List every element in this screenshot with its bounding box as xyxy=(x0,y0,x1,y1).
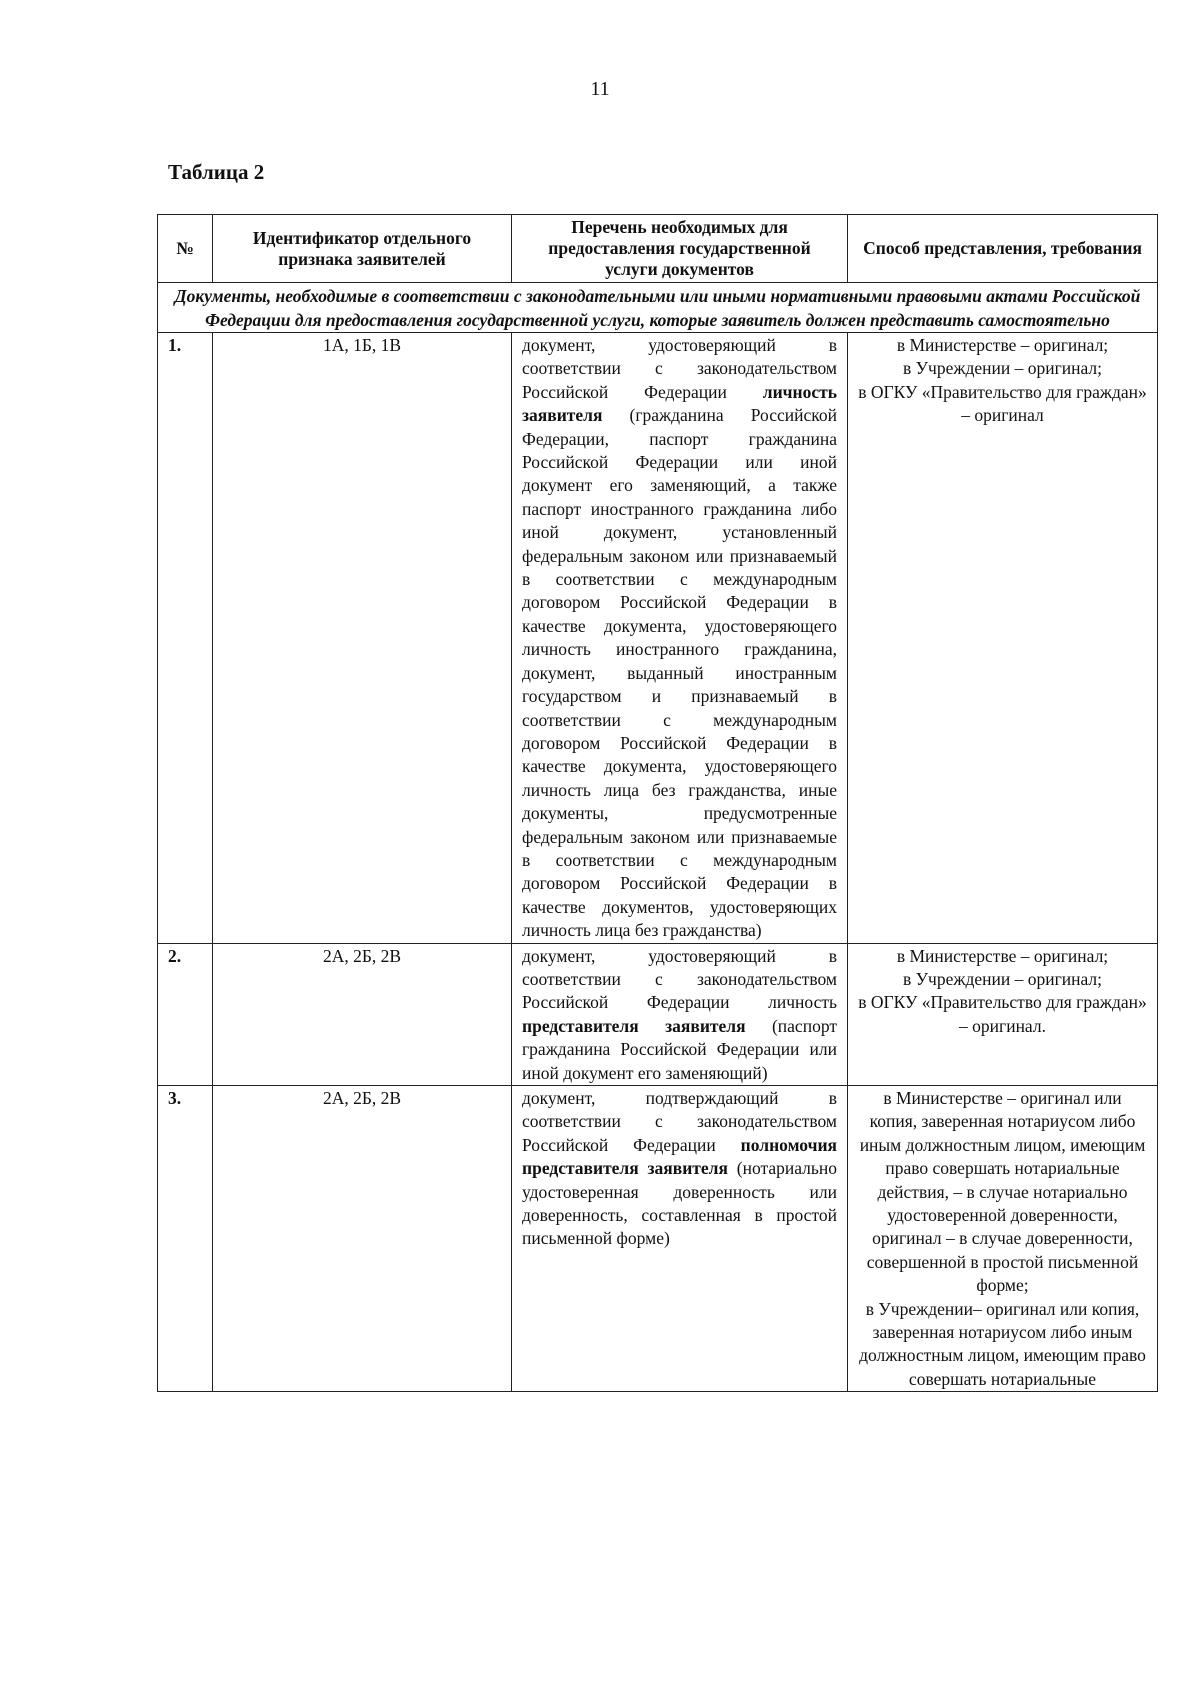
header-documents: Перечень необходимых для предоставления государственной услуги документов xyxy=(512,215,848,283)
header-identifier: Идентификатор отдельного признака заявителей xyxy=(213,215,512,283)
method-line: в ОГКУ «Правительство для граждан» – оригинал xyxy=(858,381,1147,426)
table-row xyxy=(158,333,1158,944)
doc-text: (гражданина Российской Федерации, паспорт гражданина Российской Федерации или иной документ его заменяющий, а также паспорт иностранного гражданина либо иной документ, установленный федеральным законом или признаваемый в соответствии с международным договором Российской Федерации в качестве документа, удостоверяющего личность иностранного гражданина, документ, выданный иностранным государством и признаваемый в соответствии с международным договором Российской Федерации в качестве документа, удостоверяющего личность лица без гражданства, иные документы, предусмотренные федеральным законом или признаваемые в соответствии с международным договором Российской Федерации в качестве документов, удостоверяющих личность лица без гражданства) xyxy=(522,405,837,941)
header-method: Способ представления, требования xyxy=(848,215,1158,283)
row-documents xyxy=(512,1086,848,1392)
doc-bold-text: полномочия представителя заявителя xyxy=(522,1134,837,1179)
table-row xyxy=(158,943,1158,1085)
method-line: в Учреждении – оригинал; xyxy=(903,358,1102,379)
row-method xyxy=(848,943,1158,1085)
doc-bold-text: личность заявителя xyxy=(522,381,837,426)
method-line: в Учреждении– оригинал или копия, заверенная нотариусом либо иным должностным лицом, имеющим право совершать нотариальные xyxy=(859,1298,1146,1389)
method-line: в ОГКУ «Правительство для граждан» – оригинал. xyxy=(858,992,1147,1036)
doc-text: документ, подтверждающий в соответствии с законодательством Российской Федерации xyxy=(522,1088,837,1155)
row-method xyxy=(848,1086,1158,1392)
documents-table xyxy=(157,214,1158,1392)
method-line: в Министерстве – оригинал; xyxy=(896,945,1109,966)
row-identifier: 2А, 2Б, 2В xyxy=(213,943,512,1085)
row-documents xyxy=(512,943,848,1085)
method-line: в Министерстве – оригинал или копия, заверенная нотариусом либо иным должностным лицом, имеющим право совершать нотариальные действия, – в случае нотариально удостоверенной доверенности, оригинал – в случае доверенности, совершенной в простой письменной форме; xyxy=(859,1088,1146,1296)
row-number: 1. xyxy=(158,333,213,944)
method-line: в Министерстве – оригинал; xyxy=(896,335,1109,355)
table-caption: Таблица 2 xyxy=(168,160,265,184)
row-number: 3. xyxy=(158,1086,213,1392)
doc-text: (нотариально удостоверенная доверенность или доверенность, составленная в простой письменной форме) xyxy=(522,1158,837,1249)
doc-text: (паспорт гражданина Российской Федерации или иной документ его заменяющий) xyxy=(522,1015,837,1083)
row-identifier: 2А, 2Б, 2В xyxy=(213,1086,512,1392)
row-identifier: 1А, 1Б, 1В xyxy=(213,333,512,944)
row-number: 2. xyxy=(158,943,213,1085)
row-documents xyxy=(512,333,848,944)
page-number: 11 xyxy=(590,78,610,100)
doc-bold-text: представителя заявителя xyxy=(522,1015,746,1036)
header-num: № xyxy=(158,215,213,283)
doc-text: документ, удостоверяющий в соответствии с законодательством Российской Федерации личность xyxy=(522,945,837,1013)
section-title: Документы, необходимые в соответствии с законодательными или иными нормативными правовыми актами Российской Федерации для предоставления государственной услуги, которые заявитель должен представить самостоятельно xyxy=(158,283,1158,333)
row-method xyxy=(848,333,1158,944)
method-line: в Учреждении – оригинал; xyxy=(903,968,1102,989)
doc-text: документ, удостоверяющий в соответствии с законодательством Российской Федерации xyxy=(522,335,837,402)
table-row xyxy=(158,1086,1158,1392)
